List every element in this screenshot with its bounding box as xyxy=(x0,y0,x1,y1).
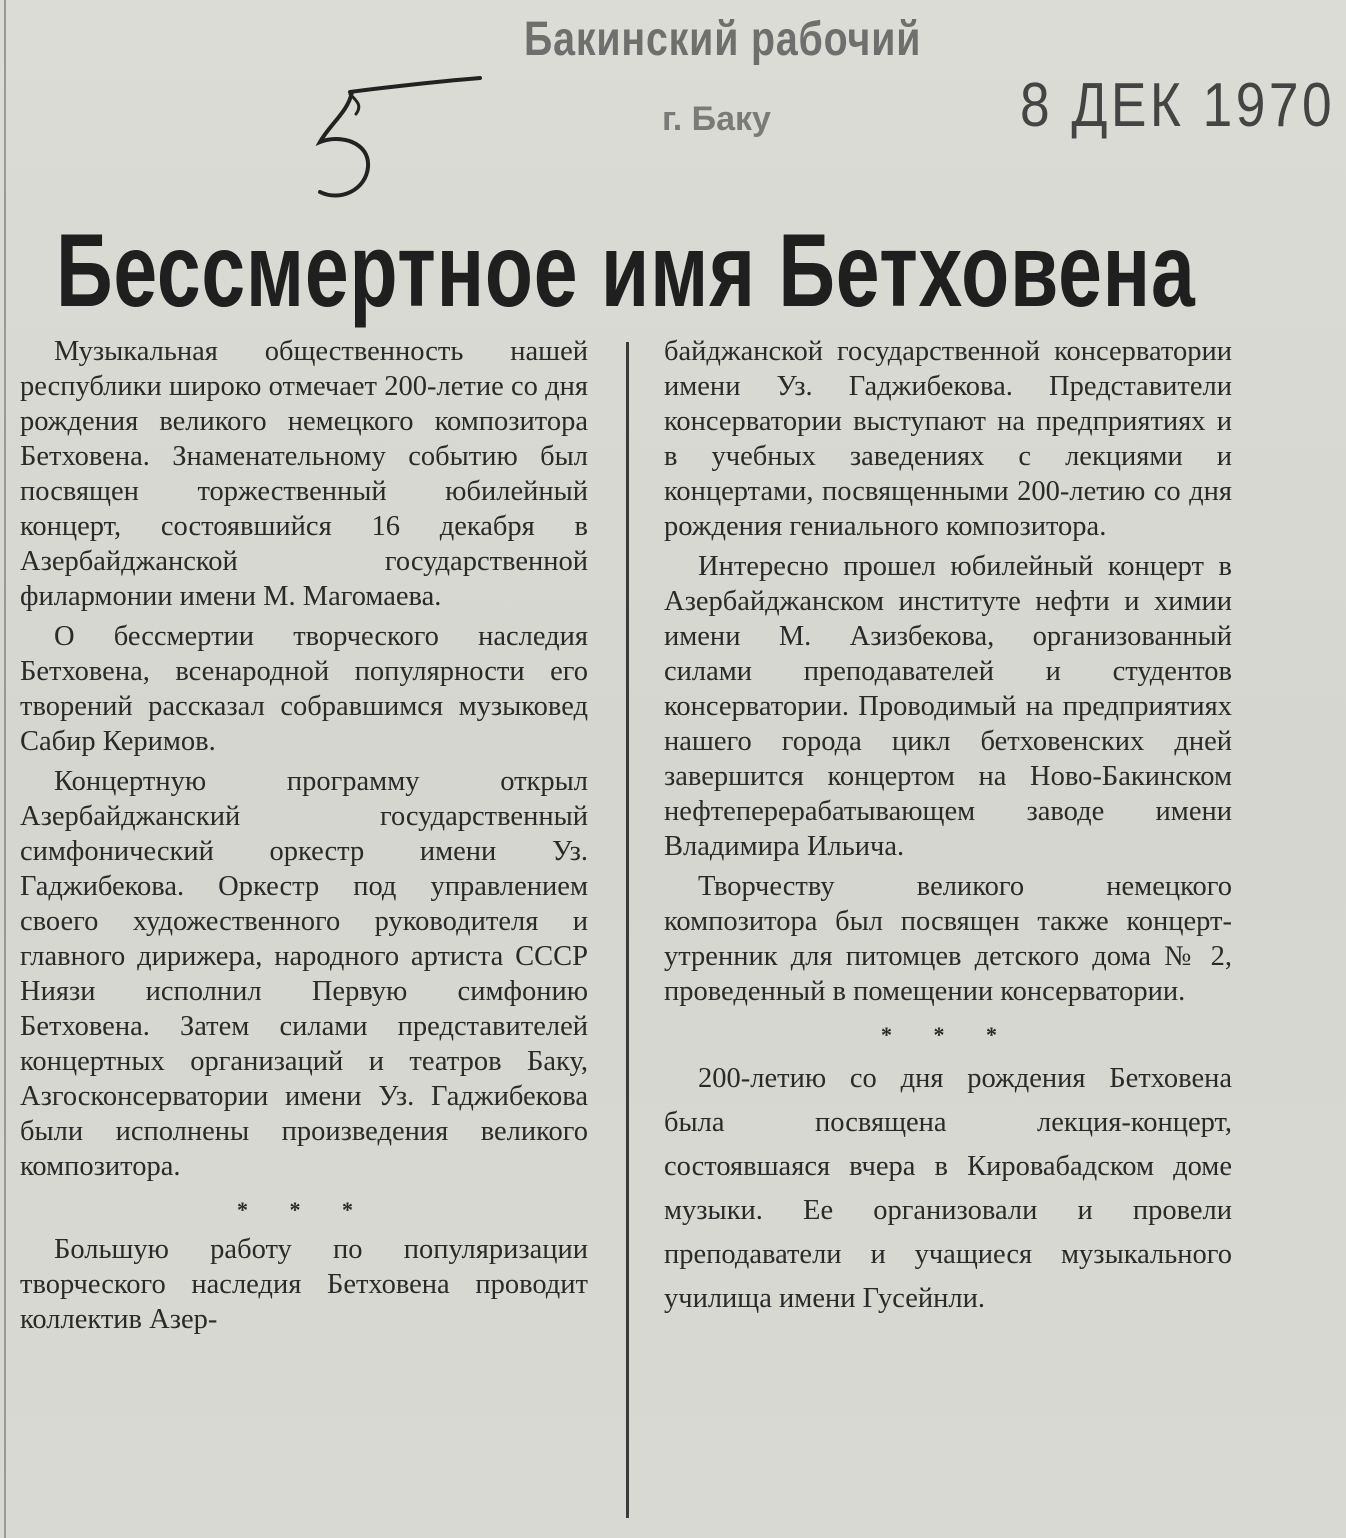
paragraph: Творчеству великого немецкого композитора был посвящен также концерт-утренник для питомцев детского дома № 2, проведенный в помещении консерватории. xyxy=(664,871,1232,1007)
clipping-edge xyxy=(4,0,6,1538)
paragraph: Интересно прошел юбилейный концерт в Азербайджанском институте нефти и химии имени М. Азизбекова, организованный силами преподавателей и студентов консерватории. Проводимый на предприятиях нашего города цикл бетховенских дней завершится концертом на Ново-Бакинском нефтеперерабатывающем заводе имени Владимира Ильича. xyxy=(664,551,1232,862)
right-column xyxy=(664,334,1232,1326)
city-stamp: г. Баку xyxy=(662,100,771,138)
paragraph: байджанской государственной консерватории имени Уз. Гаджибекова. Представители консерватории выступают на предприятиях и в учебных заведениях с лекциями и концертами, посвященными 200-летию со дня рождения гениального композитора. xyxy=(664,336,1232,542)
handwritten-mark xyxy=(290,72,490,212)
paragraph: Музыкальная общественность нашей республики широко отмечает 200-летие со дня рождения великого немецкого композитора Бетховена. Знаменательному событию был посвящен торжественный юбилейный концерт, состоявшийся 16 декабря в Азербайджанской государственной филармонии имени М. Магомаева. xyxy=(20,336,588,612)
section-separator: * * * xyxy=(881,1022,1015,1047)
left-column xyxy=(20,334,588,1342)
newspaper-name-stamp: Бакинский рабочий xyxy=(524,13,922,66)
article-headline: Бессмертное имя Бетховена xyxy=(56,213,1196,329)
section-separator: * * * xyxy=(237,1197,371,1222)
paragraph: Большую работу по популяризации творческого наследия Бетховена проводит коллектив Азер- xyxy=(20,1234,588,1335)
paragraph: Концертную программу открыл Азербайджанский государственный симфонический оркестр имени Уз. Гаджибекова. Оркестр под управлением своего художественного руководителя и главного дирижера, народного артиста СССР Ниязи исполнил Первую симфонию Бетховена. Затем силами представителей концертных организаций и театров Баку, Азгосконсерватории имени Уз. Гаджибекова были исполнены произведения великого композитора. xyxy=(20,766,588,1182)
date-stamp: 8 ДЕК 1970 xyxy=(1020,71,1336,140)
paragraph: 200-летию со дня рождения Бетховена была посвящена лекция-концерт, состоявшаяся вчера в Кировабадском доме музыки. Ее организовали и провели преподаватели и учащиеся музыкального училища имени Гусейнли. xyxy=(664,1063,1232,1314)
column-divider xyxy=(626,342,629,1518)
paragraph: О бессмертии творческого наследия Бетховена, всенародной популярности его творений рассказал собравшимся музыковед Сабир Керимов. xyxy=(20,621,588,757)
